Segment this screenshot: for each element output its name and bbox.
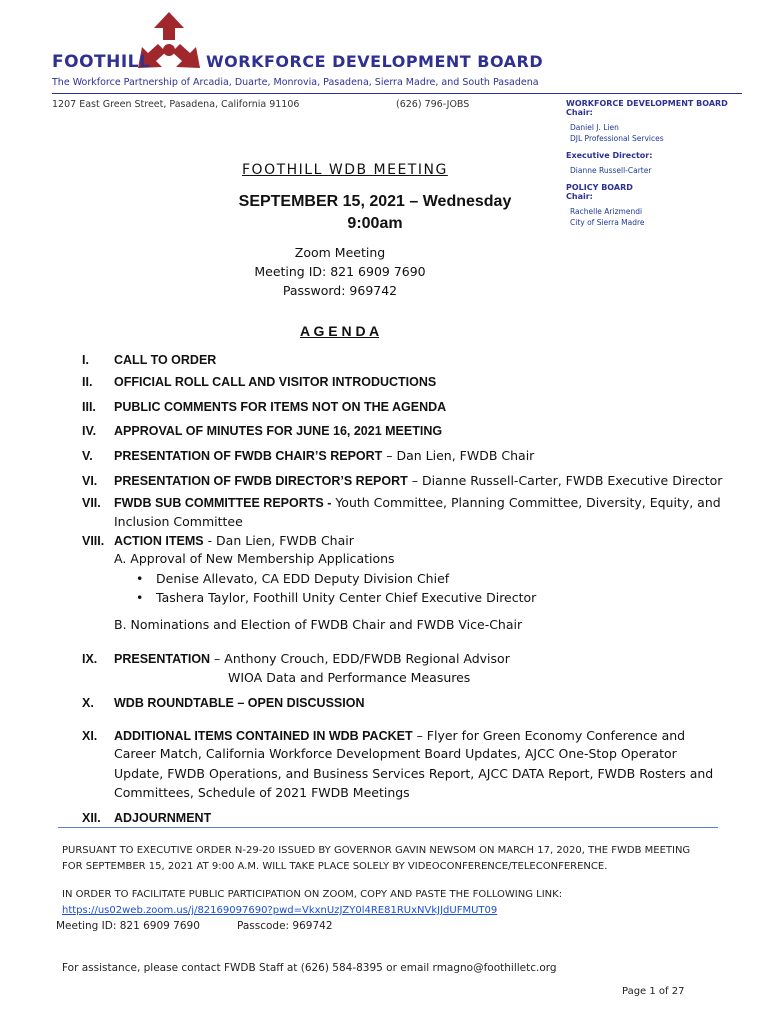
meeting-date: SEPTEMBER 15, 2021 – Wednesday <box>238 193 512 210</box>
header-rule <box>52 93 742 94</box>
meeting-password: Password: 969742 <box>282 283 398 298</box>
phone: (626) 796-JOBS <box>396 99 470 110</box>
org-name-left: FOOTHILL <box>52 52 151 72</box>
agenda-item-xi-cont-1: Career Match, California Workforce Development Board Updates, AJCC One-Stop Operator <box>114 746 677 761</box>
meeting-time: 9:00am <box>347 215 403 232</box>
sidebar <box>566 99 746 227</box>
meeting-format: Zoom Meeting <box>294 245 386 260</box>
exec-dir-label: Executive Director: <box>566 151 653 160</box>
bullet-icon: • <box>136 590 144 605</box>
agenda-item-iii: III. PUBLIC COMMENTS FOR ITEMS NOT ON THE AGENDA <box>82 400 447 414</box>
agenda-item-vii-cont: Inclusion Committee <box>114 514 243 529</box>
exec-order-line-2: FOR SEPTEMBER 15, 2021 AT 9:00 A.M. WILL TAKE PLACE SOLELY BY VIDEOCONFERENCE/TELECONFERENCE. <box>62 861 608 872</box>
agenda-bullet-2: • Tashera Taylor, Foothill Unity Center Chief Executive Director <box>136 590 537 605</box>
agenda-item-xi-cont-2: Update, FWDB Operations, and Business Services Report, AJCC DATA Report, FWDB Rosters and <box>114 766 714 781</box>
agenda-item-xi-cont-3: Committees, Schedule of 2021 FWDB Meetings <box>114 785 410 800</box>
agenda-item-viii: VIII. ACTION ITEMS - Dan Lien, FWDB Chair <box>82 533 354 548</box>
policy-title: POLICY BOARD <box>566 183 633 192</box>
footer-meeting-id: Meeting ID: 821 6909 7690 <box>56 920 200 932</box>
agenda-item-v: V. PRESENTATION OF FWDB CHAIR’S REPORT – Dan Lien, FWDB Chair <box>82 448 535 463</box>
agenda-item-ii: II. OFFICIAL ROLL CALL AND VISITOR INTRODUCTIONS <box>82 375 437 389</box>
wdb-chair-org: DJL Professional Services <box>570 134 664 143</box>
footer-passcode: Passcode: 969742 <box>237 920 333 932</box>
meeting-title: FOOTHILL WDB MEETING <box>242 162 448 178</box>
assistance-text: For assistance, please contact FWDB Staff at (626) 584-8395 or email rmagno@foothilletc.org <box>62 962 557 974</box>
agenda-item-xii: XII. ADJOURNMENT <box>82 811 212 825</box>
org-name-right: WORKFORCE DEVELOPMENT BOARD <box>206 52 544 71</box>
bullet-icon: • <box>136 571 144 586</box>
agenda-item-xi: XI. ADDITIONAL ITEMS CONTAINED IN WDB PACKET – Flyer for Green Economy Conference and <box>82 728 686 743</box>
agenda-item-vii: VII. FWDB SUB COMMITTEE REPORTS - Youth Committee, Planning Committee, Diversity, Equity, and <box>82 495 721 510</box>
meeting-id: Meeting ID: 821 6909 7690 <box>254 264 426 279</box>
agenda-item-iv: IV. APPROVAL OF MINUTES FOR JUNE 16, 2021 MEETING <box>82 424 443 438</box>
page-number: Page 1 of 27 <box>622 986 685 997</box>
address: 1207 East Green Street, Pasadena, California 91106 <box>52 99 300 110</box>
wdb-chair-label: Chair: <box>566 108 593 117</box>
section-divider <box>58 827 718 828</box>
policy-org: City of Sierra Madre <box>570 218 645 227</box>
policy-name: Rachelle Arizmendi <box>570 207 643 216</box>
zoom-instructions: IN ORDER TO FACILITATE PUBLIC PARTICIPATION ON ZOOM, COPY AND PASTE THE FOLLOWING LINK: <box>62 889 563 900</box>
agenda-heading: A G E N D A <box>300 323 380 339</box>
agenda-item-x: X. WDB ROUNDTABLE – OPEN DISCUSSION <box>82 696 365 710</box>
exec-dir-name: Dianne Russell-Carter <box>570 166 652 175</box>
agenda-item-ix: IX. PRESENTATION – Anthony Crouch, EDD/FWDB Regional Advisor <box>82 651 510 666</box>
wdb-chair-title: WORKFORCE DEVELOPMENT BOARD <box>566 99 728 108</box>
agenda-item-i: I. CALL TO ORDER <box>82 353 217 367</box>
policy-label: Chair: <box>566 192 593 201</box>
agenda-bullet-1: • Denise Allevato, CA EDD Deputy Division Chief <box>136 571 450 586</box>
agenda-item-viii-b: B. Nominations and Election of FWDB Chair and FWDB Vice-Chair <box>114 617 523 632</box>
agenda-item-vi: VI. PRESENTATION OF FWDB DIRECTOR’S REPORT – Dianne Russell-Carter, FWDB Executive Director <box>82 473 723 488</box>
zoom-link[interactable]: https://us02web.zoom.us/j/82169097690?pwd=VkxnUzJZY0l4RE81RUxNVkJJdUFMUT09 <box>62 905 498 916</box>
agenda-item-ix-cont: WIOA Data and Performance Measures <box>228 670 471 685</box>
exec-order-line-1: PURSUANT TO EXECUTIVE ORDER N-29-20 ISSUED BY GOVERNOR GAVIN NEWSOM ON MARCH 17, 2020, THE FWDB MEETING <box>62 845 691 856</box>
tagline: The Workforce Partnership of Arcadia, Duarte, Monrovia, Pasadena, Sierra Madre, and South Pasadena <box>52 77 539 88</box>
agenda-item-viii-a: A. Approval of New Membership Applications <box>114 551 395 566</box>
wdb-chair-name: Daniel J. Lien <box>570 123 619 132</box>
